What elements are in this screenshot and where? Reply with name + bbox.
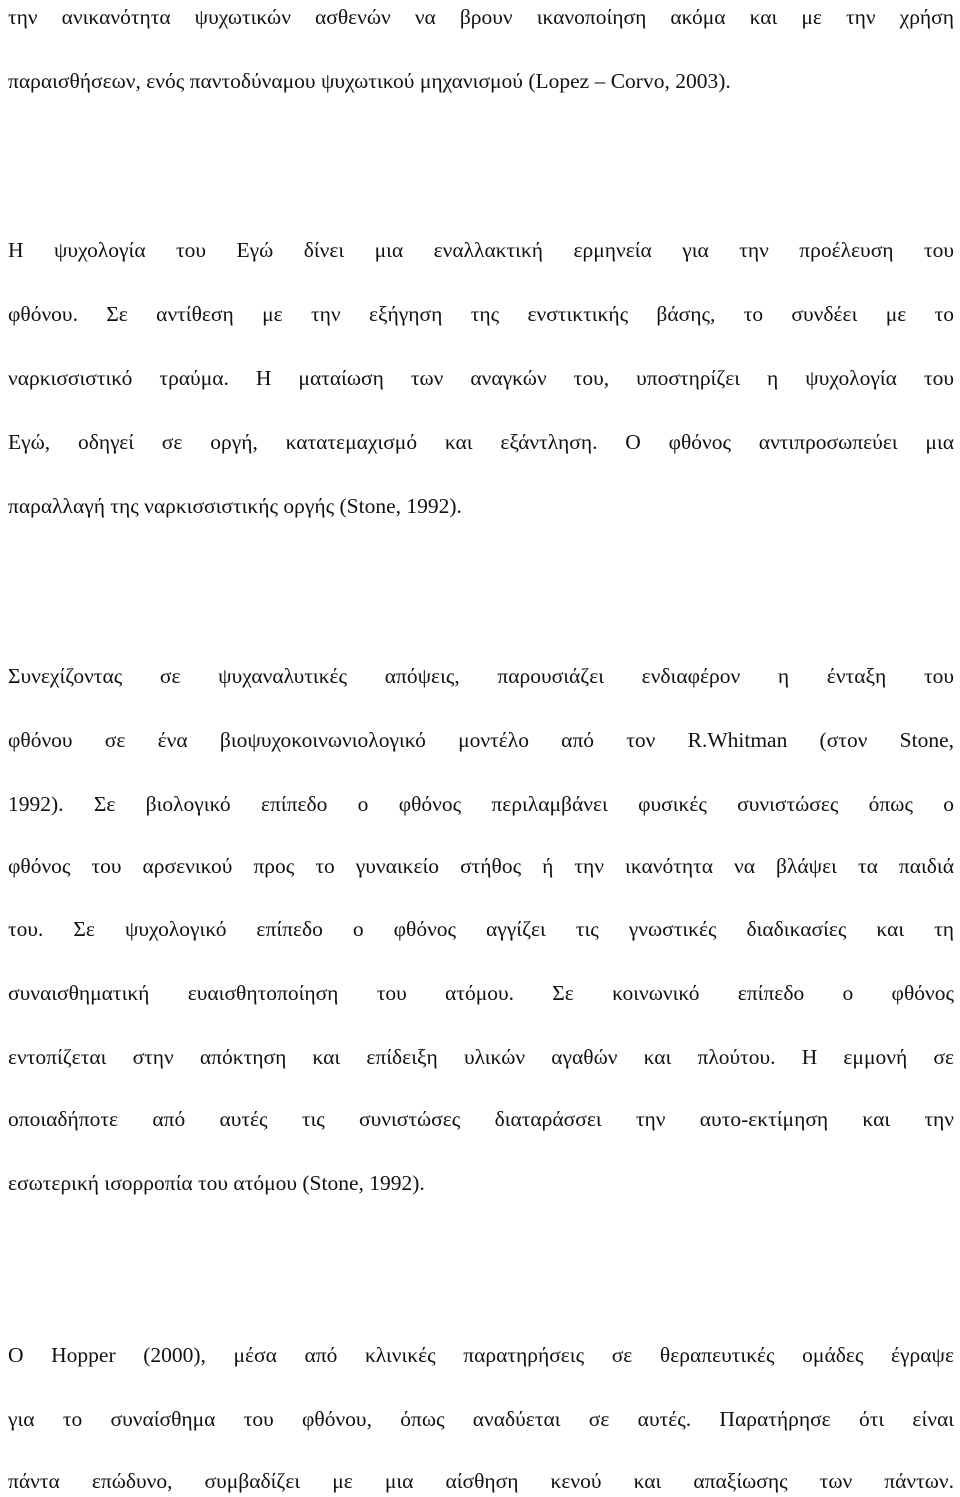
paragraph-2-line-1: Η ψυχολογία του Εγώ δίνει μια εναλλακτική ερμηνεία για την προέλευση του — [8, 238, 954, 262]
paragraph-4-line-2: για το συναίσθημα του φθόνου, όπως αναδύεται σε αυτές. Παρατήρησε ότι είναι — [8, 1407, 954, 1431]
paragraph-1-line-2: παραισθήσεων, ενός παντοδύναμου ψυχωτικού μηχανισμού (Lopez – Corvo, 2003). — [8, 69, 731, 93]
paragraph-2-line-4: Εγώ, οδηγεί σε οργή, κατατεμαχισμό και εξάντληση. Ο φθόνος αντιπροσωπεύει μια — [8, 430, 954, 454]
paragraph-3-line-2: φθόνου σε ένα βιοψυχοκοινωνιολογικό μοντέλο από τον R.Whitman (στον Stone, — [8, 728, 954, 752]
paragraph-3-line-9: εσωτερική ισορροπία του ατόμου (Stone, 1992). — [8, 1171, 425, 1195]
paragraph-3-line-6: συναισθηματική ευαισθητοποίηση του ατόμου. Σε κοινωνικό επίπεδο ο φθόνος — [8, 981, 954, 1005]
paragraph-3-line-5: του. Σε ψυχολογικό επίπεδο ο φθόνος αγγίζει τις γνωστικές διαδικασίες και τη — [8, 917, 954, 941]
paragraph-3-line-1: Συνεχίζοντας σε ψυχαναλυτικές απόψεις, παρουσιάζει ενδιαφέρον η ένταξη του — [8, 664, 954, 688]
paragraph-2-line-2: φθόνου. Σε αντίθεση με την εξήγηση της ενστικτικής βάσης, το συνδέει με το — [8, 302, 954, 326]
paragraph-3-line-3: 1992). Σε βιολογικό επίπεδο ο φθόνος περιλαμβάνει φυσικές συνιστώσες όπως ο — [8, 792, 954, 816]
paragraph-2-line-5: παραλλαγή της ναρκισσιστικής οργής (Stone, 1992). — [8, 494, 462, 518]
paragraph-3-line-4: φθόνος του αρσενικού προς το γυναικείο στήθος ή την ικανότητα να βλάψει τα παιδιά — [8, 854, 954, 878]
paragraph-3-line-7: εντοπίζεται στην απόκτηση και επίδειξη υλικών αγαθών και πλούτου. Η εμμονή σε — [8, 1045, 954, 1069]
paragraph-4-line-3: πάντα επώδυνο, συμβαδίζει με μια αίσθηση κενού και απαξίωσης των πάντων. — [8, 1469, 954, 1493]
paragraph-4-line-1: Ο Hopper (2000), μέσα από κλινικές παρατηρήσεις σε θεραπευτικές ομάδες έγραψε — [8, 1343, 954, 1367]
paragraph-3-line-8: οποιαδήποτε από αυτές τις συνιστώσες διαταράσσει την αυτο-εκτίμηση και την — [8, 1107, 954, 1131]
paragraph-1-line-1: την ανικανότητα ψυχωτικών ασθενών να βρουν ικανοποίηση ακόμα και με την χρήση — [8, 5, 954, 29]
paragraph-2-line-3: ναρκισσιστικό τραύμα. Η ματαίωση των αναγκών του, υποστηρίζει η ψυχολογία του — [8, 366, 954, 390]
